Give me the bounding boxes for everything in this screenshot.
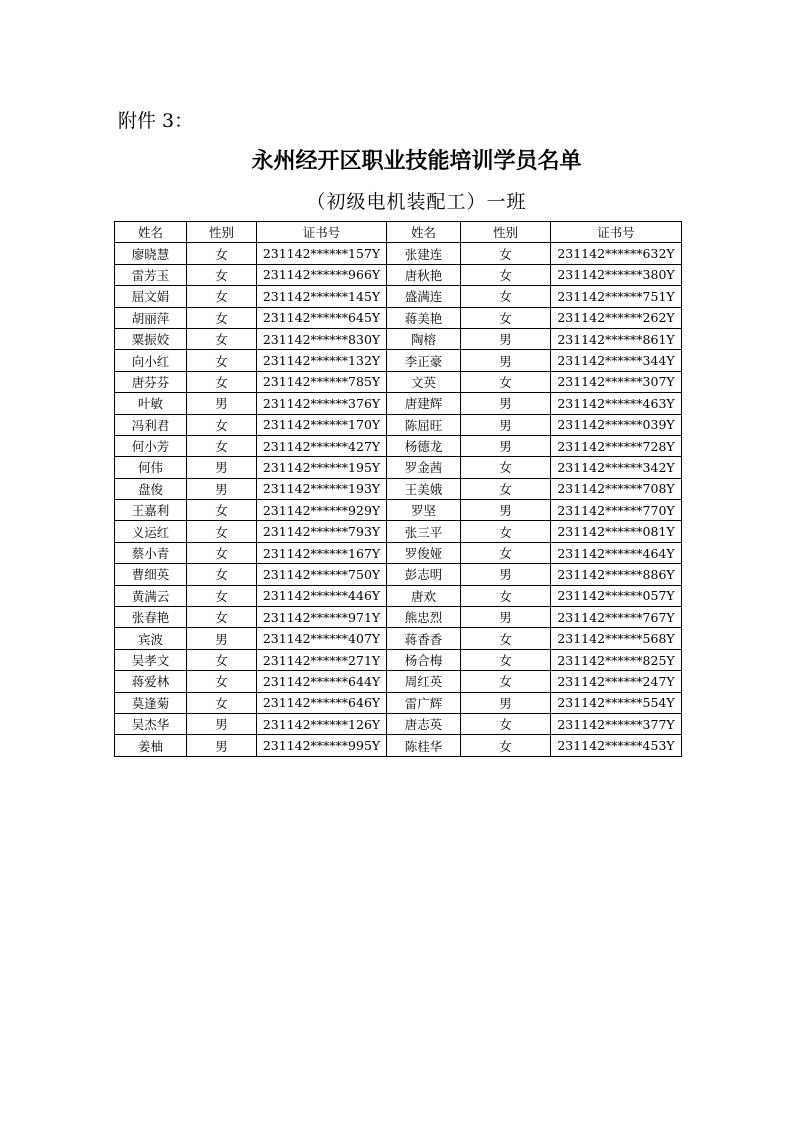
header-name-left: 姓名 bbox=[115, 222, 187, 243]
certificate-cell: 231142******407Y bbox=[257, 628, 387, 649]
name-cell: 唐建辉 bbox=[387, 393, 461, 414]
gender-cell: 女 bbox=[461, 735, 551, 756]
name-cell: 蒋美艳 bbox=[387, 307, 461, 328]
certificate-cell: 231142******966Y bbox=[257, 264, 387, 285]
table-row bbox=[115, 521, 682, 542]
certificate-cell: 231142******132Y bbox=[257, 350, 387, 371]
certificate-cell: 231142******342Y bbox=[551, 457, 682, 478]
certificate-cell: 231142******039Y bbox=[551, 414, 682, 435]
gender-cell: 男 bbox=[461, 328, 551, 349]
gender-cell: 男 bbox=[187, 393, 257, 414]
gender-cell: 女 bbox=[461, 585, 551, 606]
certificate-cell: 231142******830Y bbox=[257, 328, 387, 349]
certificate-cell: 231142******344Y bbox=[551, 350, 682, 371]
gender-cell: 女 bbox=[187, 564, 257, 585]
name-cell: 唐欢 bbox=[387, 585, 461, 606]
name-cell: 蒋爱林 bbox=[115, 671, 187, 692]
gender-cell: 男 bbox=[187, 713, 257, 734]
certificate-cell: 231142******170Y bbox=[257, 414, 387, 435]
table-row bbox=[115, 307, 682, 328]
page-subtitle: （初级电机装配工）一班 bbox=[306, 191, 527, 213]
name-cell: 廖晓慧 bbox=[115, 243, 187, 264]
certificate-cell: 231142******247Y bbox=[551, 671, 682, 692]
certificate-cell: 231142******167Y bbox=[257, 542, 387, 563]
name-cell: 张春艳 bbox=[115, 607, 187, 628]
gender-cell: 女 bbox=[187, 435, 257, 456]
certificate-cell: 231142******646Y bbox=[257, 692, 387, 713]
name-cell: 陶榕 bbox=[387, 328, 461, 349]
name-cell: 王嘉利 bbox=[115, 500, 187, 521]
gender-cell: 女 bbox=[187, 286, 257, 307]
table-row bbox=[115, 713, 682, 734]
gender-cell: 女 bbox=[461, 542, 551, 563]
name-cell: 胡丽萍 bbox=[115, 307, 187, 328]
table-row bbox=[115, 414, 682, 435]
certificate-cell: 231142******793Y bbox=[257, 521, 387, 542]
name-cell: 粟振姣 bbox=[115, 328, 187, 349]
gender-cell: 男 bbox=[187, 457, 257, 478]
certificate-cell: 231142******262Y bbox=[551, 307, 682, 328]
certificate-cell: 231142******825Y bbox=[551, 649, 682, 670]
table-row bbox=[115, 328, 682, 349]
table-row bbox=[115, 692, 682, 713]
name-cell: 蔡小青 bbox=[115, 542, 187, 563]
gender-cell: 女 bbox=[461, 478, 551, 499]
gender-cell: 女 bbox=[187, 500, 257, 521]
gender-cell: 女 bbox=[187, 607, 257, 628]
name-cell: 熊忠烈 bbox=[387, 607, 461, 628]
gender-cell: 男 bbox=[461, 414, 551, 435]
header-name-right: 姓名 bbox=[387, 222, 461, 243]
certificate-cell: 231142******057Y bbox=[551, 585, 682, 606]
certificate-cell: 231142******380Y bbox=[551, 264, 682, 285]
table-row bbox=[115, 671, 682, 692]
gender-cell: 女 bbox=[187, 307, 257, 328]
gender-cell: 女 bbox=[187, 542, 257, 563]
gender-cell: 男 bbox=[461, 393, 551, 414]
name-cell: 雷广辉 bbox=[387, 692, 461, 713]
gender-cell: 女 bbox=[187, 692, 257, 713]
name-cell: 莫逢菊 bbox=[115, 692, 187, 713]
name-cell: 唐志英 bbox=[387, 713, 461, 734]
table-row bbox=[115, 564, 682, 585]
name-cell: 周红英 bbox=[387, 671, 461, 692]
gender-cell: 女 bbox=[461, 457, 551, 478]
table-row bbox=[115, 435, 682, 456]
certificate-cell: 231142******708Y bbox=[551, 478, 682, 499]
certificate-cell: 231142******751Y bbox=[551, 286, 682, 307]
certificate-cell: 231142******767Y bbox=[551, 607, 682, 628]
certificate-cell: 231142******126Y bbox=[257, 713, 387, 734]
table-row bbox=[115, 243, 682, 264]
gender-cell: 女 bbox=[187, 649, 257, 670]
name-cell: 罗俊娅 bbox=[387, 542, 461, 563]
gender-cell: 男 bbox=[461, 350, 551, 371]
certificate-cell: 231142******728Y bbox=[551, 435, 682, 456]
table-row bbox=[115, 478, 682, 499]
name-cell: 叶敏 bbox=[115, 393, 187, 414]
name-cell: 杨合梅 bbox=[387, 649, 461, 670]
certificate-cell: 231142******785Y bbox=[257, 371, 387, 392]
table-row bbox=[115, 735, 682, 756]
gender-cell: 女 bbox=[461, 649, 551, 670]
name-cell: 冯利君 bbox=[115, 414, 187, 435]
attachment-label: 附件 3： bbox=[118, 110, 194, 132]
certificate-cell: 231142******971Y bbox=[257, 607, 387, 628]
certificate-cell: 231142******376Y bbox=[257, 393, 387, 414]
certificate-cell: 231142******271Y bbox=[257, 649, 387, 670]
name-cell: 义运红 bbox=[115, 521, 187, 542]
table-body bbox=[115, 243, 682, 756]
gender-cell: 女 bbox=[461, 713, 551, 734]
table-row bbox=[115, 628, 682, 649]
gender-cell: 女 bbox=[187, 350, 257, 371]
gender-cell: 女 bbox=[187, 414, 257, 435]
table-row bbox=[115, 457, 682, 478]
certificate-cell: 231142******644Y bbox=[257, 671, 387, 692]
table-row bbox=[115, 264, 682, 285]
name-cell: 雷芳玉 bbox=[115, 264, 187, 285]
gender-cell: 女 bbox=[187, 521, 257, 542]
certificate-cell: 231142******632Y bbox=[551, 243, 682, 264]
name-cell: 陈桂华 bbox=[387, 735, 461, 756]
gender-cell: 女 bbox=[461, 286, 551, 307]
table-row bbox=[115, 607, 682, 628]
certificate-cell: 231142******929Y bbox=[257, 500, 387, 521]
gender-cell: 男 bbox=[187, 628, 257, 649]
header-gender-right: 性别 bbox=[461, 222, 551, 243]
gender-cell: 女 bbox=[187, 671, 257, 692]
certificate-cell: 231142******377Y bbox=[551, 713, 682, 734]
name-cell: 彭志明 bbox=[387, 564, 461, 585]
name-cell: 唐秋艳 bbox=[387, 264, 461, 285]
name-cell: 盘俊 bbox=[115, 478, 187, 499]
certificate-cell: 231142******464Y bbox=[551, 542, 682, 563]
name-cell: 张三平 bbox=[387, 521, 461, 542]
name-cell: 曹细英 bbox=[115, 564, 187, 585]
table-row bbox=[115, 371, 682, 392]
certificate-cell: 231142******446Y bbox=[257, 585, 387, 606]
name-cell: 张建连 bbox=[387, 243, 461, 264]
certificate-cell: 231142******770Y bbox=[551, 500, 682, 521]
name-cell: 罗坚 bbox=[387, 500, 461, 521]
gender-cell: 男 bbox=[461, 435, 551, 456]
certificate-cell: 231142******157Y bbox=[257, 243, 387, 264]
gender-cell: 女 bbox=[187, 328, 257, 349]
certificate-cell: 231142******193Y bbox=[257, 478, 387, 499]
gender-cell: 男 bbox=[187, 478, 257, 499]
certificate-cell: 231142******861Y bbox=[551, 328, 682, 349]
name-cell: 王美娥 bbox=[387, 478, 461, 499]
certificate-cell: 231142******886Y bbox=[551, 564, 682, 585]
certificate-cell: 231142******568Y bbox=[551, 628, 682, 649]
name-cell: 屈文娟 bbox=[115, 286, 187, 307]
name-cell: 唐芬芬 bbox=[115, 371, 187, 392]
gender-cell: 女 bbox=[187, 371, 257, 392]
table-row bbox=[115, 350, 682, 371]
gender-cell: 男 bbox=[461, 500, 551, 521]
name-cell: 蒋香香 bbox=[387, 628, 461, 649]
name-cell: 宾波 bbox=[115, 628, 187, 649]
certificate-cell: 231142******081Y bbox=[551, 521, 682, 542]
certificate-cell: 231142******307Y bbox=[551, 371, 682, 392]
name-cell: 文英 bbox=[387, 371, 461, 392]
certificate-cell: 231142******427Y bbox=[257, 435, 387, 456]
gender-cell: 女 bbox=[187, 243, 257, 264]
table-header-row bbox=[115, 222, 682, 243]
gender-cell: 女 bbox=[461, 371, 551, 392]
header-certificate-left: 证书号 bbox=[257, 222, 387, 243]
page-title: 永州经开区职业技能培训学员名单 bbox=[251, 148, 582, 174]
gender-cell: 女 bbox=[187, 264, 257, 285]
table-row bbox=[115, 649, 682, 670]
name-cell: 姜柚 bbox=[115, 735, 187, 756]
name-cell: 盛满连 bbox=[387, 286, 461, 307]
gender-cell: 男 bbox=[187, 735, 257, 756]
name-cell: 杨德龙 bbox=[387, 435, 461, 456]
certificate-cell: 231142******554Y bbox=[551, 692, 682, 713]
certificate-cell: 231142******750Y bbox=[257, 564, 387, 585]
trainee-roster-table bbox=[114, 221, 682, 757]
gender-cell: 女 bbox=[461, 264, 551, 285]
gender-cell: 女 bbox=[461, 307, 551, 328]
table-row bbox=[115, 500, 682, 521]
gender-cell: 女 bbox=[461, 628, 551, 649]
gender-cell: 男 bbox=[461, 607, 551, 628]
header-gender-left: 性别 bbox=[187, 222, 257, 243]
certificate-cell: 231142******995Y bbox=[257, 735, 387, 756]
certificate-cell: 231142******645Y bbox=[257, 307, 387, 328]
header-certificate-right: 证书号 bbox=[551, 222, 682, 243]
name-cell: 吴孝文 bbox=[115, 649, 187, 670]
certificate-cell: 231142******453Y bbox=[551, 735, 682, 756]
name-cell: 吴杰华 bbox=[115, 713, 187, 734]
certificate-cell: 231142******195Y bbox=[257, 457, 387, 478]
name-cell: 何小芳 bbox=[115, 435, 187, 456]
table-row bbox=[115, 286, 682, 307]
gender-cell: 女 bbox=[461, 243, 551, 264]
table-row bbox=[115, 585, 682, 606]
name-cell: 黄满云 bbox=[115, 585, 187, 606]
gender-cell: 女 bbox=[461, 671, 551, 692]
table-row bbox=[115, 393, 682, 414]
name-cell: 罗金茜 bbox=[387, 457, 461, 478]
table-row bbox=[115, 542, 682, 563]
gender-cell: 男 bbox=[461, 692, 551, 713]
gender-cell: 女 bbox=[461, 521, 551, 542]
name-cell: 何伟 bbox=[115, 457, 187, 478]
name-cell: 向小红 bbox=[115, 350, 187, 371]
certificate-cell: 231142******463Y bbox=[551, 393, 682, 414]
name-cell: 陈屈旺 bbox=[387, 414, 461, 435]
name-cell: 李正豪 bbox=[387, 350, 461, 371]
certificate-cell: 231142******145Y bbox=[257, 286, 387, 307]
gender-cell: 女 bbox=[187, 585, 257, 606]
gender-cell: 男 bbox=[461, 564, 551, 585]
